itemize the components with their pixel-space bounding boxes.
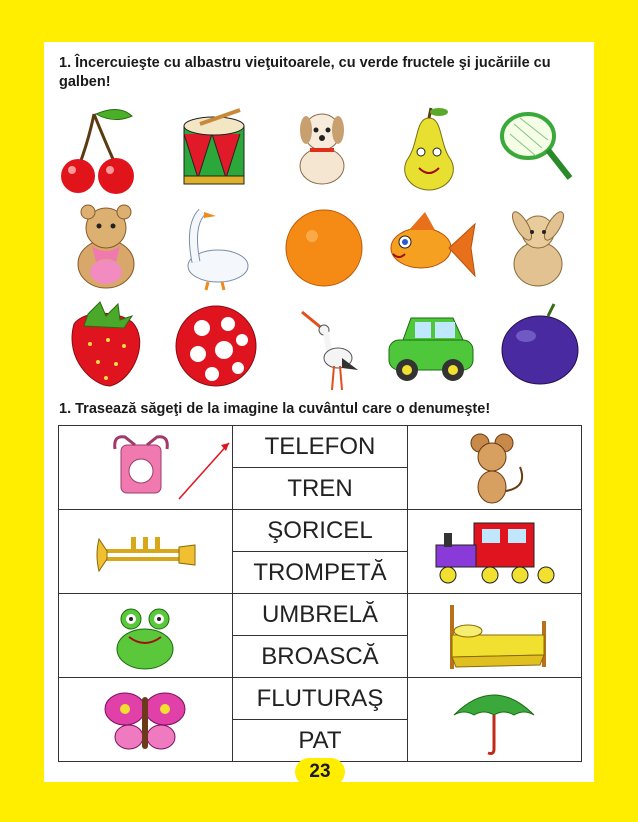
frog-cell [59, 594, 233, 678]
goldfish-image [379, 202, 479, 292]
word-telefon[interactable]: TELEFON [233, 426, 407, 468]
orange-image [272, 202, 372, 292]
plum-image [486, 300, 586, 390]
matching-table [58, 425, 582, 762]
word-tren[interactable]: TREN [233, 468, 407, 510]
picture-grid [54, 104, 584, 394]
butterfly-cell [59, 678, 233, 762]
goose-image [162, 202, 262, 292]
page-number: 23 [295, 758, 345, 786]
trumpet-cell [59, 510, 233, 594]
bunny-image [486, 202, 586, 292]
mouse-cell [407, 426, 581, 510]
drum-image [162, 104, 262, 194]
pear-image [379, 104, 479, 194]
bed-image [408, 595, 580, 677]
word-pat[interactable]: PAT [233, 720, 407, 762]
word-broasca[interactable]: BROASCĂ [233, 636, 407, 678]
word-umbrela[interactable]: UMBRELĂ [233, 594, 407, 636]
strawberry-image [54, 300, 154, 390]
telephone-image [59, 427, 231, 509]
mouse-image [408, 427, 580, 509]
umbrella-cell [407, 678, 581, 762]
bed-cell [407, 594, 581, 678]
teddy-bear-image [54, 202, 154, 292]
stork-image [272, 300, 372, 390]
exercise1-instruction: 1. Încercuieşte cu albastru vieţuitoarele, cu verde fructele şi jucăriile cu galben! [59, 55, 551, 90]
tennis-racket-image [486, 104, 586, 194]
umbrella-image [408, 679, 580, 761]
frog-image [59, 595, 231, 677]
train-image [408, 511, 580, 593]
toy-car-image [379, 300, 479, 390]
word-soricel[interactable]: ŞORICEL [233, 510, 407, 552]
butterfly-image [59, 679, 231, 761]
puppy-image [272, 104, 372, 194]
train-cell [407, 510, 581, 594]
cherries-image [54, 104, 154, 194]
word-fluturas[interactable]: FLUTURAŞ [233, 678, 407, 720]
trumpet-image [59, 511, 231, 593]
worksheet-page [44, 42, 594, 782]
ball-image [162, 300, 262, 390]
word-trompeta[interactable]: TROMPETĂ [233, 552, 407, 594]
exercise2-instruction: 1. Trasează săgeţi de la imagine la cuvântul care o denumeşte! [59, 401, 491, 417]
telephone-cell [59, 426, 233, 510]
